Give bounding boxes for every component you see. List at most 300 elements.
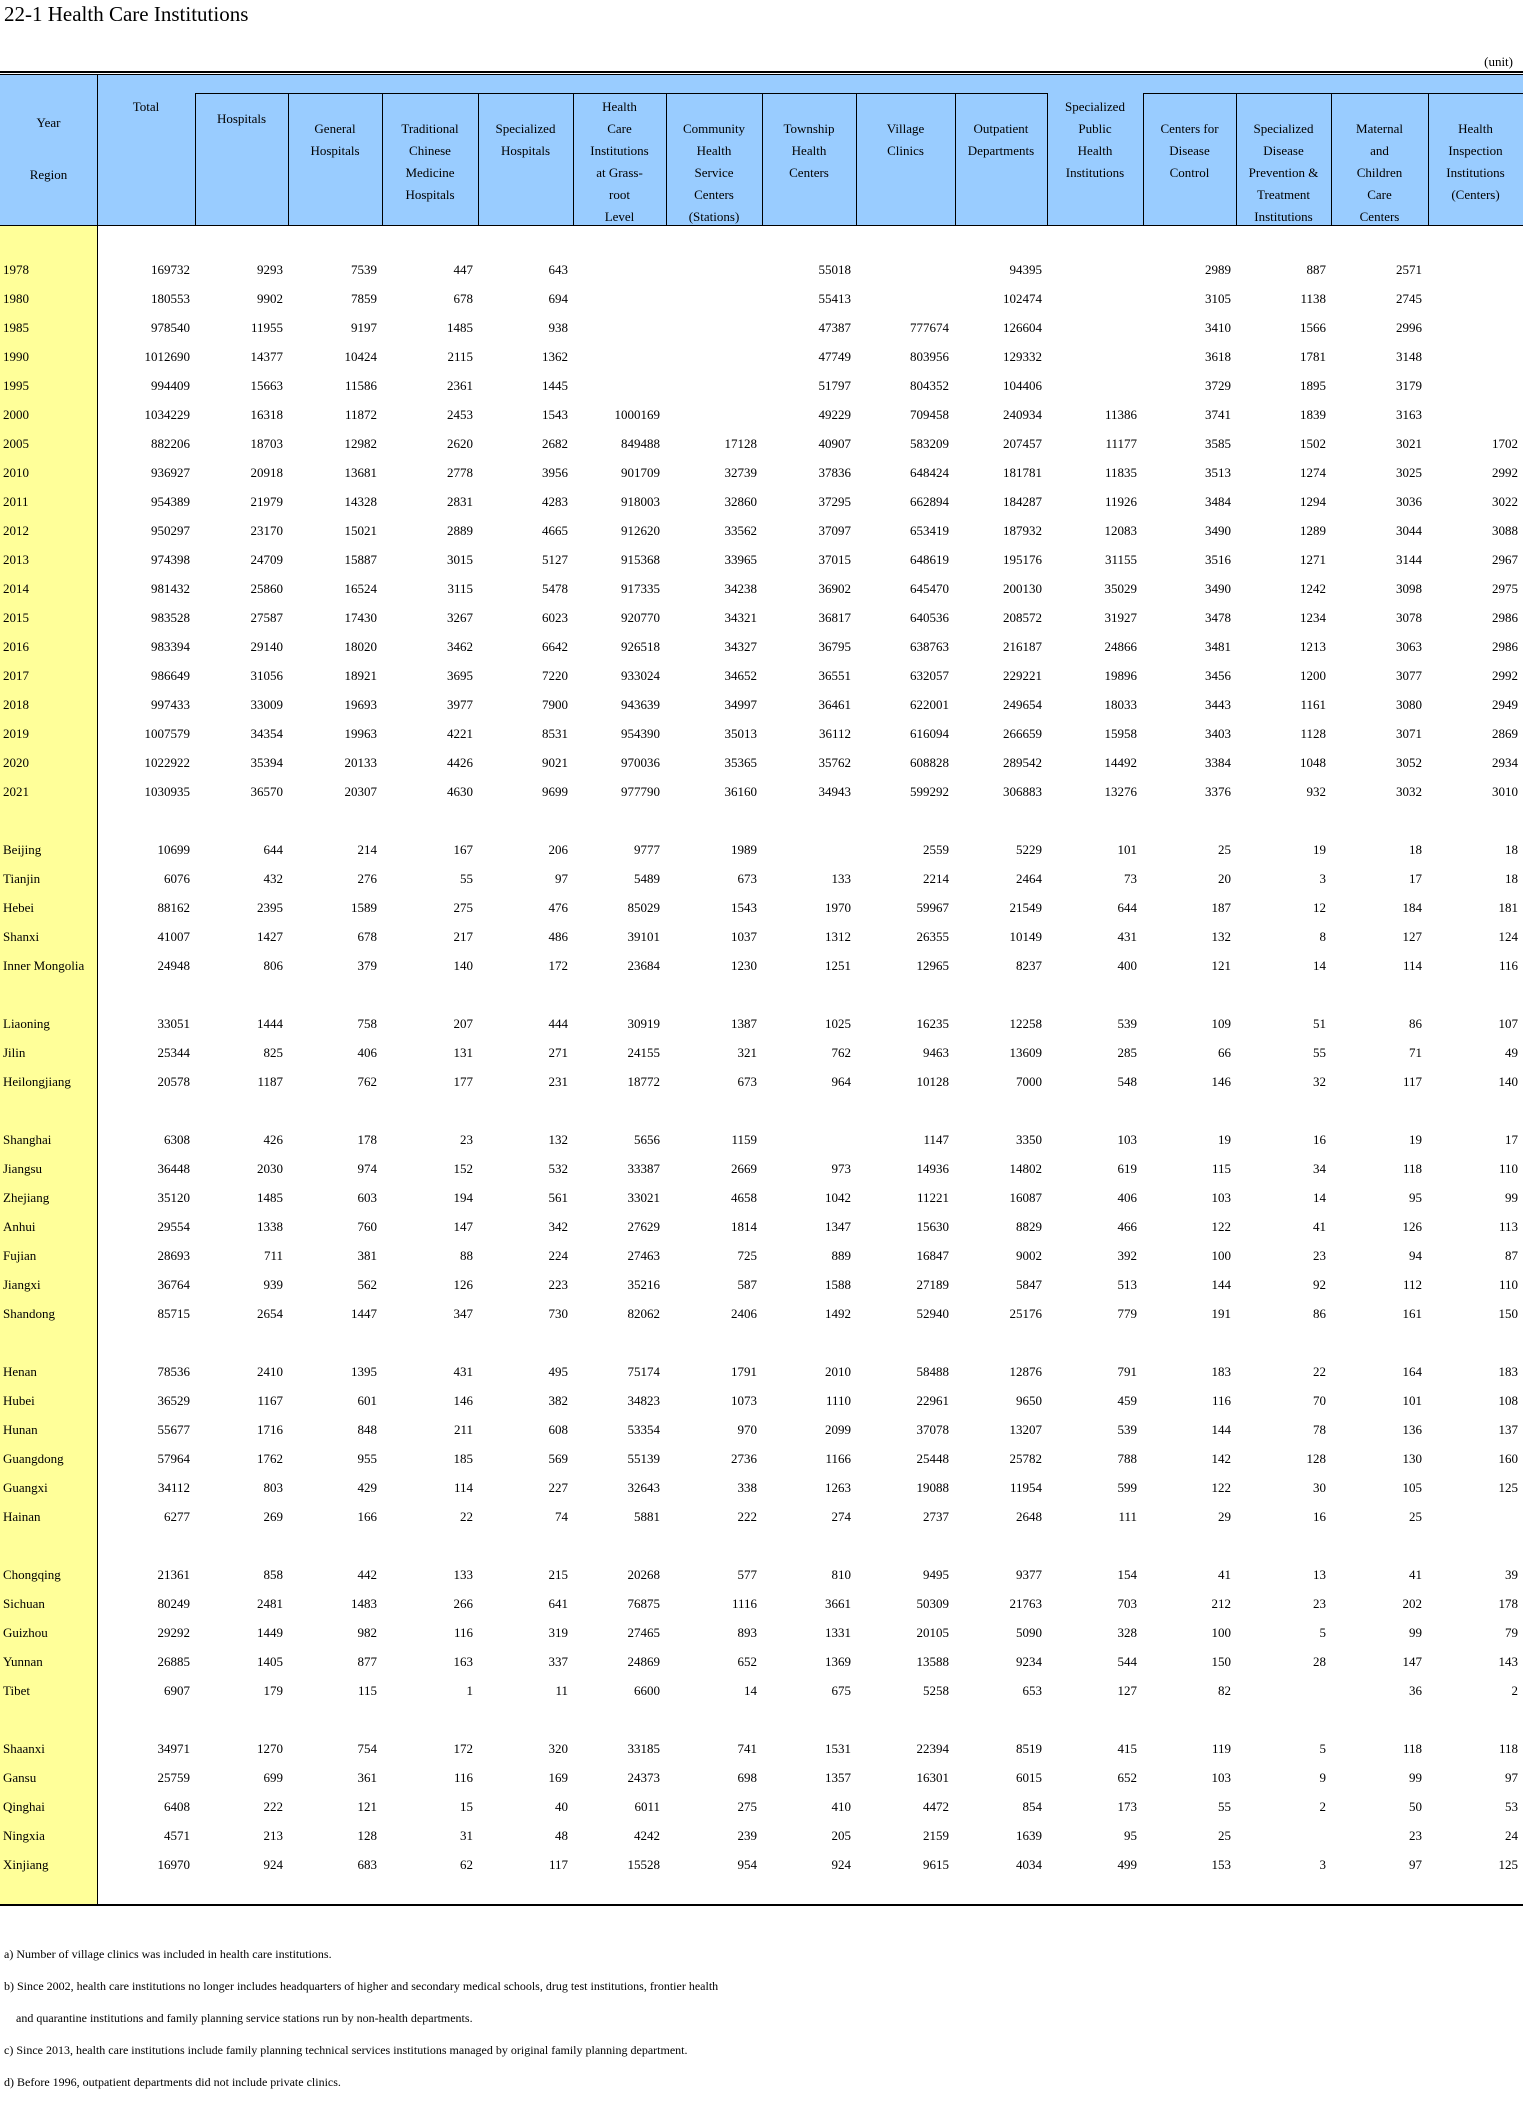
table-cell: 7539 (351, 262, 377, 277)
table-cell: 2889 (447, 523, 473, 538)
table-cell: 217 (453, 929, 473, 944)
header-text: Outpatient (973, 121, 1029, 136)
table-cell: 3063 (1396, 639, 1422, 654)
table-cell: 954389 (151, 494, 190, 509)
table-cell: 539 (1117, 1422, 1137, 1437)
table-cell: 115 (1211, 1161, 1231, 1176)
table-cell: 320 (548, 1741, 568, 1756)
table-cell: 645470 (910, 581, 949, 596)
table-cell: 41007 (157, 929, 190, 944)
table-cell: 3077 (1396, 668, 1422, 683)
table-cell: 5489 (634, 871, 660, 886)
table-cell: 114 (453, 1480, 473, 1495)
table-cell: 187 (1211, 900, 1231, 915)
table-cell: 21763 (1009, 1596, 1042, 1611)
table-cell: 4630 (447, 784, 473, 799)
table-cell: 18033 (1104, 697, 1137, 712)
column-header-total (97, 96, 195, 118)
table-cell: 88 (460, 1248, 473, 1263)
row-label: Inner Mongolia (3, 958, 85, 973)
table-cell: 3025 (1396, 465, 1422, 480)
table-cell: 12 (1313, 900, 1326, 915)
table-cell: 4283 (542, 494, 568, 509)
row-label: Yunnan (3, 1654, 43, 1669)
table-cell: 191 (1211, 1306, 1231, 1321)
table-cell: 14492 (1104, 755, 1137, 770)
table-cell: 16970 (157, 1857, 190, 1872)
table-cell: 854 (1022, 1799, 1042, 1814)
table-cell: 118 (1402, 1741, 1422, 1756)
table-cell: 55 (1313, 1045, 1326, 1060)
table-cell: 447 (453, 262, 473, 277)
table-cell: 3956 (542, 465, 568, 480)
table-cell: 163 (453, 1654, 473, 1669)
table-cell: 973 (831, 1161, 851, 1176)
table-cell: 3462 (447, 639, 473, 654)
table-cell: 117 (1402, 1074, 1422, 1089)
table-cell: 48 (555, 1828, 568, 1843)
table-cell: 275 (453, 900, 473, 915)
table-cell: 5 (1319, 1625, 1326, 1640)
table-cell: 15528 (627, 1857, 660, 1872)
row-label: Heilongjiang (3, 1074, 71, 1089)
row-label: Chongqing (3, 1567, 61, 1582)
table-cell: 2869 (1492, 726, 1518, 741)
column-header-community (666, 118, 762, 228)
table-cell: 641 (548, 1596, 568, 1611)
table-cell: 57964 (157, 1451, 190, 1466)
table-cell: 964 (831, 1074, 851, 1089)
header-group-rule (573, 93, 1047, 94)
table-cell: 20133 (344, 755, 377, 770)
table-cell: 213 (263, 1828, 283, 1843)
table-cell: 36 (1409, 1683, 1422, 1698)
table-cell: 33021 (627, 1190, 660, 1205)
table-cell: 978540 (151, 320, 190, 335)
table-cell: 3618 (1205, 349, 1231, 364)
table-cell: 127 (1117, 1683, 1137, 1698)
table-cell: 85715 (157, 1306, 190, 1321)
table-cell: 144 (1211, 1422, 1231, 1437)
table-cell: 678 (357, 929, 377, 944)
table-cell: 3585 (1205, 436, 1231, 451)
table-cell: 27465 (627, 1625, 660, 1640)
table-cell: 22 (460, 1509, 473, 1524)
table-cell: 1022922 (144, 755, 190, 770)
table-cell: 115 (357, 1683, 377, 1698)
table-cell: 36795 (818, 639, 851, 654)
table-cell: 4665 (542, 523, 568, 538)
table-cell: 62 (460, 1857, 473, 1872)
table-cell: 118 (1498, 1741, 1518, 1756)
table-cell: 762 (357, 1074, 377, 1089)
table-cell: 6011 (634, 1799, 660, 1814)
table-cell: 208572 (1003, 610, 1042, 625)
table-cell: 13 (1313, 1567, 1326, 1582)
table-cell: 40 (555, 1799, 568, 1814)
table-cell: 2736 (731, 1451, 757, 1466)
table-cell: 19 (1409, 1132, 1422, 1147)
table-cell: 8519 (1016, 1741, 1042, 1756)
table-cell: 23 (1409, 1828, 1422, 1843)
header-text: Care (607, 121, 632, 136)
row-label: Anhui (3, 1219, 36, 1234)
table-cell: 779 (1117, 1306, 1137, 1321)
table-cell: 950297 (151, 523, 190, 538)
table-cell: 1128 (1300, 726, 1326, 741)
table-cell: 638763 (910, 639, 949, 654)
row-label: Guangxi (3, 1480, 48, 1495)
table-cell: 429 (357, 1480, 377, 1495)
table-cell: 6600 (634, 1683, 660, 1698)
table-cell: 982 (357, 1625, 377, 1640)
table-cell: 51 (1313, 1016, 1326, 1031)
header-text: Township (783, 121, 835, 136)
table-cell: 55 (460, 871, 473, 886)
table-cell: 933024 (621, 668, 660, 683)
table-cell: 711 (263, 1248, 283, 1263)
table-cell: 14802 (1009, 1161, 1042, 1176)
table-cell: 1791 (731, 1364, 757, 1379)
table-cell: 9495 (923, 1567, 949, 1582)
table-cell: 675 (831, 1683, 851, 1698)
table-cell: 9463 (923, 1045, 949, 1060)
table-cell: 37015 (818, 552, 851, 567)
table-cell: 3490 (1205, 523, 1231, 538)
table-cell: 269 (263, 1509, 283, 1524)
table-cell: 52940 (916, 1306, 949, 1321)
table-cell: 121 (357, 1799, 377, 1814)
footnote: and quarantine institutions and family planning service stations run by non-health departments. (4, 2011, 473, 2025)
table-cell: 974398 (151, 552, 190, 567)
header-text: Hospitals (310, 143, 360, 158)
table-cell: 6907 (164, 1683, 190, 1698)
column-header-specialized (478, 118, 573, 162)
table-cell: 6277 (164, 1509, 190, 1524)
table-cell: 111 (1118, 1509, 1137, 1524)
table-cell: 915368 (621, 552, 660, 567)
table-cell: 9699 (542, 784, 568, 799)
table-cell: 2481 (257, 1596, 283, 1611)
table-cell: 877 (357, 1654, 377, 1669)
table-cell: 4034 (1016, 1857, 1042, 1872)
table-cell: 319 (548, 1625, 568, 1640)
table-cell: 644 (263, 842, 283, 857)
table-cell: 215 (548, 1567, 568, 1582)
table-cell: 694 (548, 291, 568, 306)
table-cell: 1234 (1300, 610, 1326, 625)
table-cell: 30 (1313, 1480, 1326, 1495)
table-cell: 25448 (916, 1451, 949, 1466)
table-cell: 3695 (447, 668, 473, 683)
table-cell: 2986 (1492, 610, 1518, 625)
table-cell: 887 (1306, 262, 1326, 277)
table-cell: 122 (1211, 1480, 1231, 1495)
table-cell: 762 (831, 1045, 851, 1060)
table-cell: 11386 (1104, 407, 1137, 422)
table-cell: 121 (1211, 958, 1231, 973)
row-label: Jiangxi (3, 1277, 41, 1292)
table-cell: 392 (1117, 1248, 1137, 1263)
table-cell: 202 (1402, 1596, 1422, 1611)
table-cell: 35029 (1104, 581, 1137, 596)
table-cell: 13588 (916, 1654, 949, 1669)
table-cell: 5847 (1016, 1277, 1042, 1292)
row-label: 1980 (3, 291, 29, 306)
table-cell: 94 (1409, 1248, 1422, 1263)
table-cell: 499 (1117, 1857, 1137, 1872)
table-cell: 41 (1409, 1567, 1422, 1582)
table-cell: 25344 (157, 1045, 190, 1060)
table-cell: 28 (1313, 1654, 1326, 1669)
table-cell: 12876 (1009, 1364, 1042, 1379)
header-text: and (1370, 143, 1389, 158)
table-cell: 22 (1313, 1364, 1326, 1379)
table-cell: 703 (1117, 1596, 1137, 1611)
row-label: Shanxi (3, 929, 40, 944)
table-cell: 18 (1409, 842, 1422, 857)
table-cell: 1589 (351, 900, 377, 915)
table-cell: 249654 (1003, 697, 1042, 712)
table-cell: 924 (263, 1857, 283, 1872)
table-cell: 1230 (731, 958, 757, 973)
table-cell: 648619 (910, 552, 949, 567)
table-cell: 3 (1319, 871, 1326, 886)
table-cell: 1159 (731, 1132, 757, 1147)
header-text: Village (886, 121, 925, 136)
header-group-rule (195, 93, 573, 94)
table-cell: 1000169 (614, 407, 660, 422)
table-cell: 110 (1498, 1277, 1518, 1292)
table-cell: 622001 (910, 697, 949, 712)
header-text: Children (1356, 165, 1403, 180)
header-text: Specialized (1253, 121, 1314, 136)
table-cell: 1242 (1300, 581, 1326, 596)
table-cell: 285 (1117, 1045, 1137, 1060)
table-cell: 2831 (447, 494, 473, 509)
table-cell: 101 (1402, 1393, 1422, 1408)
table-cell: 125 (1498, 1480, 1518, 1495)
table-cell: 179 (263, 1683, 283, 1698)
table-cell: 97 (1505, 1770, 1518, 1785)
table-cell: 99 (1505, 1190, 1518, 1205)
table-cell: 3144 (1396, 552, 1422, 567)
table-cell: 16 (1313, 1509, 1326, 1524)
table-cell: 85029 (627, 900, 660, 915)
table-cell: 32 (1313, 1074, 1326, 1089)
table-cell: 974 (357, 1161, 377, 1176)
table-cell: 2115 (447, 349, 473, 364)
table-cell: 3481 (1205, 639, 1231, 654)
table-cell: 2992 (1492, 668, 1518, 683)
table-cell: 10424 (344, 349, 377, 364)
table-cell: 150 (1498, 1306, 1518, 1321)
table-cell: 180553 (151, 291, 190, 306)
table-cell: 82 (1218, 1683, 1231, 1698)
table-cell: 17 (1409, 871, 1422, 886)
table-cell: 9021 (542, 755, 568, 770)
table-cell: 37295 (818, 494, 851, 509)
table-cell: 2361 (447, 378, 473, 393)
table-cell: 4242 (634, 1828, 660, 1843)
table-cell: 2464 (1016, 871, 1042, 886)
table-cell: 103 (1211, 1770, 1231, 1785)
table-cell: 3410 (1205, 320, 1231, 335)
table-cell: 932 (1306, 784, 1326, 799)
table-cell: 2737 (923, 1509, 949, 1524)
table-cell: 140 (453, 958, 473, 973)
table-cell: 9002 (1016, 1248, 1042, 1263)
table-cell: 55 (1218, 1799, 1231, 1814)
table-cell: 35120 (157, 1190, 190, 1205)
table-cell: 882206 (151, 436, 190, 451)
header-text: Centers (1359, 209, 1400, 224)
table-cell: 1444 (257, 1016, 283, 1031)
table-cell: 23170 (250, 523, 283, 538)
table-cell: 16 (1313, 1132, 1326, 1147)
table-cell: 14377 (250, 349, 283, 364)
table-cell: 31056 (250, 668, 283, 683)
table-cell: 34354 (250, 726, 283, 741)
table-cell: 133 (453, 1567, 473, 1582)
table-cell: 1485 (257, 1190, 283, 1205)
table-cell: 29554 (157, 1219, 190, 1234)
table-cell: 3376 (1205, 784, 1231, 799)
table-cell: 183 (1498, 1364, 1518, 1379)
table-cell: 41 (1313, 1219, 1326, 1234)
table-cell: 3478 (1205, 610, 1231, 625)
header-text: Centers (694, 187, 734, 202)
table-cell: 207457 (1003, 436, 1042, 451)
table-cell: 14328 (344, 494, 377, 509)
table-cell: 100 (1211, 1248, 1231, 1263)
table-cell: 3484 (1205, 494, 1231, 509)
row-label: 1990 (3, 349, 29, 364)
table-cell: 146 (453, 1393, 473, 1408)
table-cell: 603 (357, 1190, 377, 1205)
table-cell: 4221 (447, 726, 473, 741)
header-text: Hospitals (405, 187, 455, 202)
header-text: Departments (967, 143, 1035, 158)
footnote: c) Since 2013, health care institutions include family planning technical services institutions managed by original family planning department. (4, 2043, 688, 2057)
table-cell: 29140 (250, 639, 283, 654)
table-cell: 3516 (1205, 552, 1231, 567)
table-cell: 4571 (164, 1828, 190, 1843)
table-cell: 116 (453, 1625, 473, 1640)
column-header-prevention (1236, 118, 1331, 228)
table-cell: 33051 (157, 1016, 190, 1031)
row-label: Hainan (3, 1509, 41, 1524)
table-cell: 31 (460, 1828, 473, 1843)
table-cell: 32860 (724, 494, 757, 509)
table-cell: 172 (548, 958, 568, 973)
row-label: Tibet (3, 1683, 30, 1698)
table-cell: 5881 (634, 1509, 660, 1524)
table-cell: 3021 (1396, 436, 1422, 451)
table-cell: 2 (1511, 1683, 1518, 1698)
table-cell: 6408 (164, 1799, 190, 1814)
table-cell: 1781 (1300, 349, 1326, 364)
table-cell: 3071 (1396, 726, 1422, 741)
header-text: Institutions (1065, 165, 1125, 180)
table-cell: 35762 (818, 755, 851, 770)
table-cell: 12258 (1009, 1016, 1042, 1031)
table-cell: 25 (1218, 842, 1231, 857)
table-cell: 34321 (724, 610, 757, 625)
table-cell: 955 (357, 1451, 377, 1466)
header-text: Health (791, 143, 827, 158)
row-label: Beijing (3, 842, 42, 857)
table-cell: 27189 (916, 1277, 949, 1292)
table-cell: 1449 (257, 1625, 283, 1640)
table-cell: 1895 (1300, 378, 1326, 393)
table-cell: 730 (548, 1306, 568, 1321)
table-cell: 53 (1505, 1799, 1518, 1814)
table-cell: 66 (1218, 1045, 1231, 1060)
table-cell: 20105 (916, 1625, 949, 1640)
table-cell: 1970 (825, 900, 851, 915)
table-cell: 184287 (1003, 494, 1042, 509)
table-cell: 825 (263, 1045, 283, 1060)
row-label: 2019 (3, 726, 29, 741)
row-label: Shaanxi (3, 1741, 45, 1756)
table-cell: 289542 (1003, 755, 1042, 770)
table-cell: 128 (1306, 1451, 1326, 1466)
table-cell: 25 (1218, 1828, 1231, 1843)
table-cell: 1502 (1300, 436, 1326, 451)
header-text: Inspection (1448, 143, 1503, 158)
table-cell: 164 (1402, 1364, 1422, 1379)
table-cell: 169732 (151, 262, 190, 277)
table-cell: 1447 (351, 1306, 377, 1321)
table-cell: 231 (548, 1074, 568, 1089)
table-cell: 5258 (923, 1683, 949, 1698)
table-cell: 16301 (916, 1770, 949, 1785)
column-header-grassroot (573, 96, 666, 228)
table-cell: 7220 (542, 668, 568, 683)
table-cell: 266659 (1003, 726, 1042, 741)
table-cell: 4658 (731, 1190, 757, 1205)
table-cell: 9902 (257, 291, 283, 306)
table-cell: 15021 (344, 523, 377, 538)
table-cell: 583209 (910, 436, 949, 451)
table-cell: 71 (1409, 1045, 1422, 1060)
table-cell: 709458 (910, 407, 949, 422)
table-cell: 938 (548, 320, 568, 335)
table-cell: 3148 (1396, 349, 1422, 364)
table-cell: 5656 (634, 1132, 660, 1147)
column-header-inspection (1428, 118, 1523, 206)
table-cell: 140 (1498, 1074, 1518, 1089)
table-cell: 240934 (1003, 407, 1042, 422)
table-cell: 8531 (542, 726, 568, 741)
table-cell: 2989 (1205, 262, 1231, 277)
table-cell: 1161 (1300, 697, 1326, 712)
table-cell: 12083 (1104, 523, 1137, 538)
table-cell: 9615 (923, 1857, 949, 1872)
table-cell: 1073 (731, 1393, 757, 1408)
table-cell: 3010 (1492, 784, 1518, 799)
column-header-village (856, 118, 955, 162)
table-cell: 82062 (627, 1306, 660, 1321)
table-bottom-rule (0, 1904, 1523, 1906)
table-cell: 11955 (250, 320, 283, 335)
row-label: Hunan (3, 1422, 38, 1437)
table-cell: 16847 (916, 1248, 949, 1263)
row-label: Hubei (3, 1393, 35, 1408)
header-text: General (314, 121, 356, 136)
table-cell: 410 (831, 1799, 851, 1814)
